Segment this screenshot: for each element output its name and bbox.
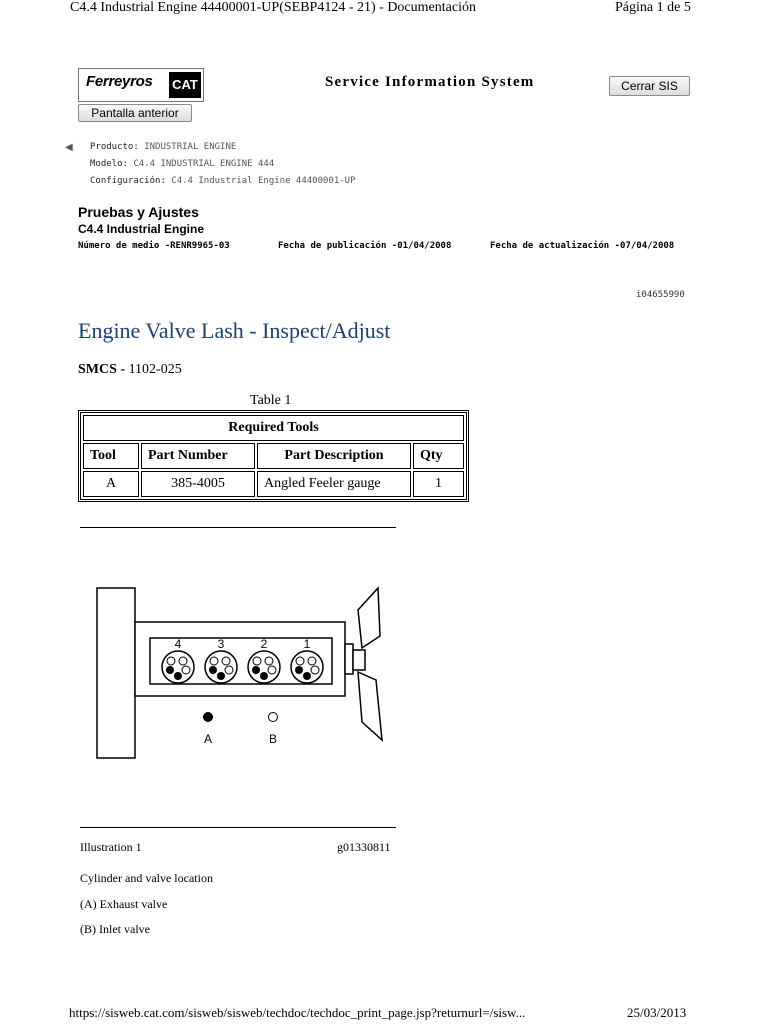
illustration-label: Illustration 1 (80, 840, 142, 854)
update-date: Fecha de actualización -07/04/2008 (490, 241, 675, 251)
modelo-label: Modelo: (90, 159, 128, 169)
inlet-valve-caption: (B) Inlet valve (80, 922, 150, 936)
illustration-bottom-rule (80, 827, 396, 828)
configuracion-row (90, 176, 356, 186)
smcs-code (78, 362, 182, 378)
table-caption: Table 1 (250, 393, 292, 408)
media-number: Número de medio -RENR9965-03 (78, 241, 230, 251)
footer-url: https://sisweb.cat.com/sisweb/sisweb/techdoc/techdoc_print_page.jsp?returnurl=/sisw... (69, 1005, 526, 1020)
producto-row (90, 142, 236, 152)
close-sis-button[interactable]: Cerrar SIS (609, 76, 690, 96)
column-header-tool: Tool (83, 443, 139, 469)
ferreyros-logo-text: Ferreyros (86, 73, 153, 90)
illustration-code: g01330811 (337, 840, 391, 854)
document-title: Pruebas y Ajustes (78, 204, 199, 220)
cylinder-label-1: 1 (303, 637, 311, 651)
illustration-caption: Cylinder and valve location (80, 871, 213, 885)
cylinder-label-4: 4 (174, 637, 182, 651)
table-cell-part-number: 385-4005 (141, 471, 255, 497)
column-header-part-description: Part Description (257, 443, 411, 469)
cylinder-label-3: 3 (217, 637, 225, 651)
modelo-value: C4.4 INDUSTRIAL ENGINE 444 (133, 159, 275, 169)
table-heading: Required Tools (83, 415, 464, 441)
cylinder-label-2: 2 (260, 637, 268, 651)
configuracion-label: Configuración: (90, 176, 166, 186)
producto-label: Producto: (90, 142, 139, 152)
inlet-valve-legend-dot (269, 713, 278, 722)
producto-value: INDUSTRIAL ENGINE (144, 142, 237, 152)
previous-screen-button[interactable]: Pantalla anterior (78, 104, 192, 122)
procedure-title: Engine Valve Lash - Inspect/Adjust (78, 318, 391, 343)
publication-date: Fecha de publicación -01/04/2008 (278, 241, 452, 251)
configuracion-value: C4.4 Industrial Engine 44400001-UP (171, 176, 356, 186)
legend-label-a: A (203, 732, 213, 746)
table-row (83, 471, 464, 497)
column-header-part-number: Part Number (141, 443, 255, 469)
smcs-value: 1102-025 (128, 362, 182, 377)
footer-date: 25/03/2013 (627, 1005, 687, 1020)
print-header-title: C4.4 Industrial Engine 44400001-UP(SEBP4124 - 21) - Documentación (70, 0, 476, 15)
illustration-top-rule (80, 527, 396, 528)
exhaust-valve-legend-dot (203, 712, 213, 722)
document-subtitle: C4.4 Industrial Engine (78, 222, 205, 236)
required-tools-table (78, 410, 469, 502)
table-cell-tool: A (83, 471, 139, 497)
document-id: i04655990 (636, 290, 685, 300)
engine-valve-diagram (90, 580, 390, 760)
exhaust-valve-caption: (A) Exhaust valve (80, 897, 168, 911)
table-cell-part-description: Angled Feeler gauge (257, 471, 411, 497)
column-header-qty: Qty (413, 443, 464, 469)
print-header-page: Página 1 de 5 (615, 0, 691, 15)
modelo-row (90, 159, 274, 169)
legend-label-b: B (268, 732, 278, 746)
smcs-label: SMCS - (78, 362, 126, 377)
table-cell-qty: 1 (413, 471, 464, 497)
sis-title: Service Information System (325, 74, 535, 90)
cat-logo-badge: CAT (169, 72, 201, 98)
back-arrow-icon[interactable]: ◀ (65, 142, 73, 153)
